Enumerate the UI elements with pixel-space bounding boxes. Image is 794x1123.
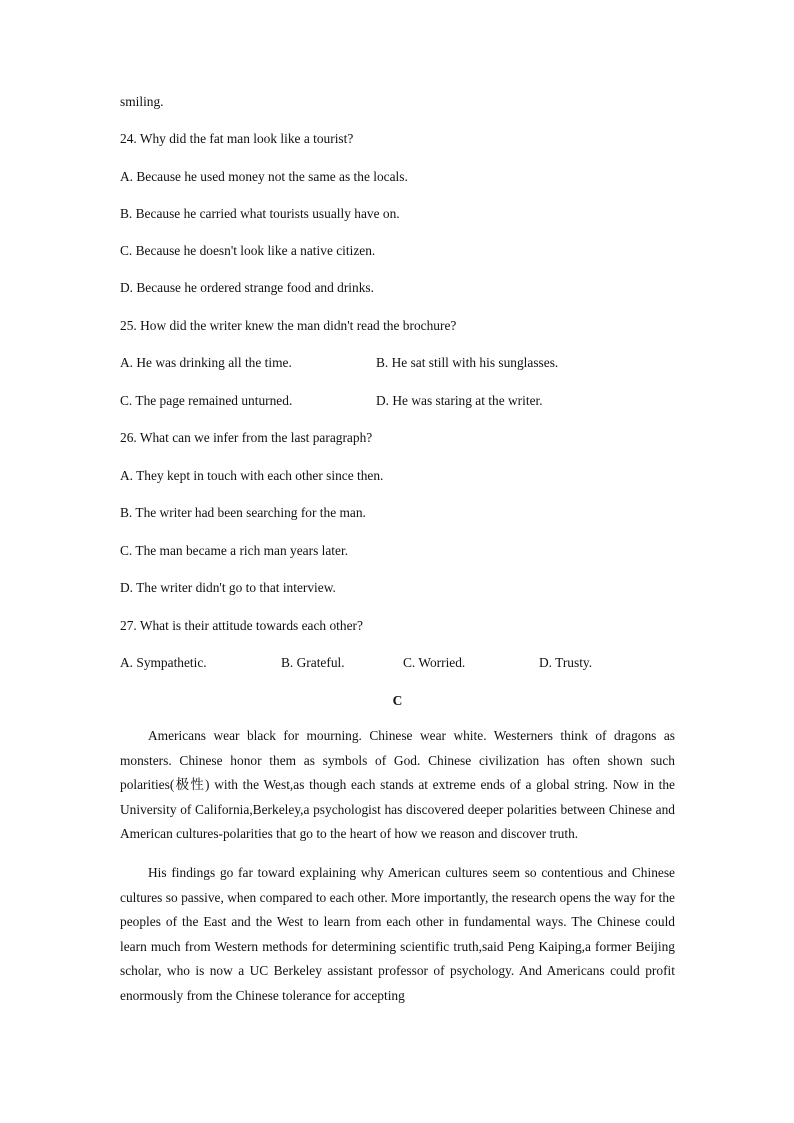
question-25-option-b: B. He sat still with his sunglasses. (376, 355, 559, 370)
question-26-option-c: C. The man became a rich man years later. (120, 543, 349, 558)
question-24-option-c: C. Because he doesn't look like a native citizen. (120, 243, 376, 258)
question-25-option-a: A. He was drinking all the time. (120, 355, 292, 370)
question-27-option-a: A. Sympathetic. (120, 655, 207, 670)
question-27-stem: 27. What is their attitude towards each other? (120, 618, 363, 633)
question-24-option-a: A. Because he used money not the same as the locals. (120, 169, 408, 184)
passage-paragraph-2: His findings go far toward explaining why American cultures seem so contentious and Chinese cultures so passive, when compared to each other. More importantly, the research opens the way for the peoples of the East and the West to learn from each other in fundamental ways. The Chinese could learn much from Western methods for determining scientific truth,said Peng Kaiping,a former Beijing scholar, who is now a UC Berkeley assistant professor of psychology. And Americans could profit enormously from the Chinese tolerance for accepting (120, 865, 675, 1003)
question-24-option-d: D. Because he ordered strange food and drinks. (120, 280, 374, 295)
question-25-stem: 25. How did the writer knew the man didn't read the brochure? (120, 318, 457, 333)
question-27-option-c: C. Worried. (403, 655, 466, 670)
passage-paragraph-1: Americans wear black for mourning. Chinese wear white. Westerners think of dragons as monsters. Chinese honor them as symbols of God. Chinese civilization has often shown such polarities(极性) with the West,as though each stands at extreme ends of a global string. Now in the University of California,Berkeley,a psychologist has discovered deeper polarities between Chinese and American cultures-polarities that go to the heart of how we reason and discover truth. (120, 728, 675, 841)
question-27-option-d: D. Trusty. (539, 655, 593, 670)
question-26-option-a: A. They kept in touch with each other since then. (120, 468, 384, 483)
question-27-option-b: B. Grateful. (281, 655, 345, 670)
question-26-option-d: D. The writer didn't go to that interview. (120, 580, 336, 595)
continuation-text: smiling. (120, 94, 164, 109)
question-25-option-d: D. He was staring at the writer. (376, 393, 543, 408)
question-24-option-b: B. Because he carried what tourists usually have on. (120, 206, 400, 221)
question-24-stem: 24. Why did the fat man look like a tourist? (120, 131, 354, 146)
question-25-option-c: C. The page remained unturned. (120, 393, 293, 408)
question-26-stem: 26. What can we infer from the last paragraph? (120, 430, 373, 445)
question-26-option-b: B. The writer had been searching for the man. (120, 505, 366, 520)
section-heading: C (392, 693, 403, 708)
